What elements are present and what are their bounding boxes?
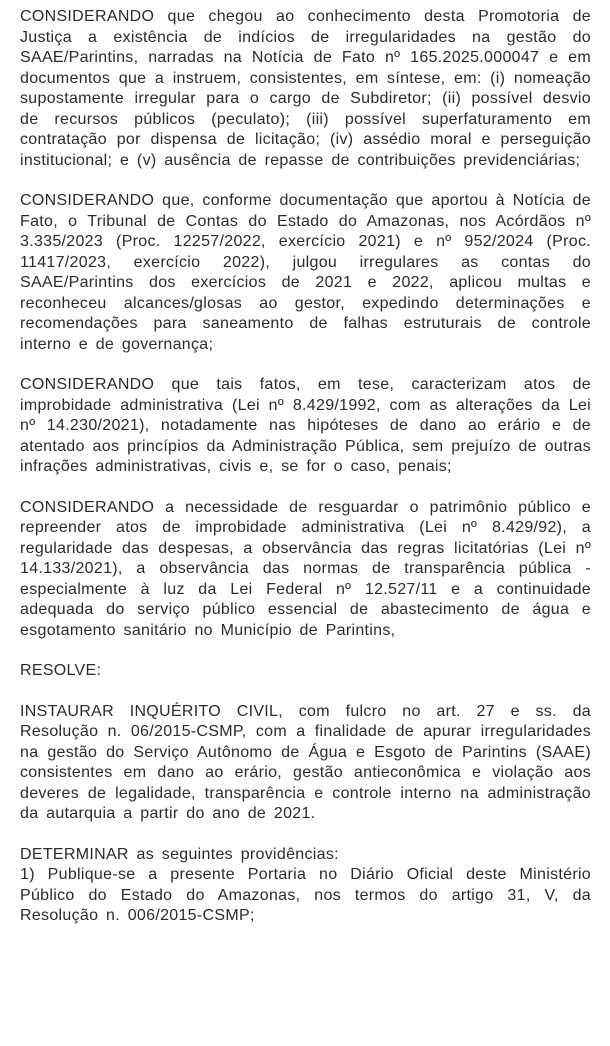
paragraph-considerando-1: CONSIDERANDO que chegou ao conhecimento desta Promotoria de Justiça a existência de indícios de irregularidades na gestão do SAAE/Parintins, narradas na Notícia de Fato nº 165.2025.000047 e em documentos que a instruem, consistentes, em síntese, em: (i) nomeação supostamente irregular para o cargo de Subdiretor; (ii) possível desvio de recursos públicos (peculato); (iii) possível superfaturamento em contratação por dispensa de licitação; (iv) assédio moral e perseguição institucional; e (v) ausência de repasse de contribuições previdenciárias; [20,8,591,169]
paragraph-considerando-3: CONSIDERANDO que tais fatos, em tese, caracterizam atos de improbidade administrativa (Lei nº 8.429/1992, com as alterações da Lei nº 14.230/2021), notadamente nas hipóteses de dano ao erário e de atentado aos princípios da Administração Pública, sem prejuízo de outras infrações administrativas, civis e, se for o caso, penais; [20,376,591,475]
paragraph-considerando-4: CONSIDERANDO a necessidade de resguardar o patrimônio público e repreender atos de improbidade administrativa (Lei nº 8.429/92), a regularidade das despesas, a observância das regras licitatórias (Lei nº 14.133/2021), a observância das normas de transparência pública - especialmente à luz da Lei Federal nº 12.527/11 e a continuidade adequada do serviço público essencial de abastecimento de água e esgotamento sanitário no Município de Parintins, [20,498,591,639]
paragraph-instaurar-inquerito: INSTAURAR INQUÉRITO CIVIL, com fulcro no art. 27 e ss. da Resolução n. 06/2015-CSMP, com a finalidade de apurar irregularidades na gestão do Serviço Autônomo de Água e Esgoto de Parintins (SAAE) consistentes em dano ao erário, gestão antieconômica e violação aos deveres de legalidade, transparência e controle interno na administração da autarquia a partir do ano de 2021. [20,702,591,822]
paragraph-considerando-2: CONSIDERANDO que, conforme documentação que aportou à Notícia de Fato, o Tribunal de Contas do Estado do Amazonas, nos Acórdãos nº 3.335/2023 (Proc. 12257/2022, exercício 2021) e nº 952/2024 (Proc. 11417/2023, exercício 2022), julgou irregulares as contas do SAAE/Parintins dos exercícios de 2021 e 2022, aplicou multas e reconheceu alcances/glosas ao gestor, expedindo determinações e recomendações para saneamento de falhas estruturais de controle interno e de governança; [20,192,591,353]
paragraph-resolve: RESOLVE: [20,662,102,679]
paragraph-determinar-heading: DETERMINAR as seguintes providências: [20,845,339,863]
paragraph-determinar-item-1: 1) Publique-se a presente Portaria no Diário Oficial deste Ministério Público do Estado do Amazonas, nos termos do artigo 31, V, da Resolução n. 006/2015-CSMP; [20,866,591,924]
